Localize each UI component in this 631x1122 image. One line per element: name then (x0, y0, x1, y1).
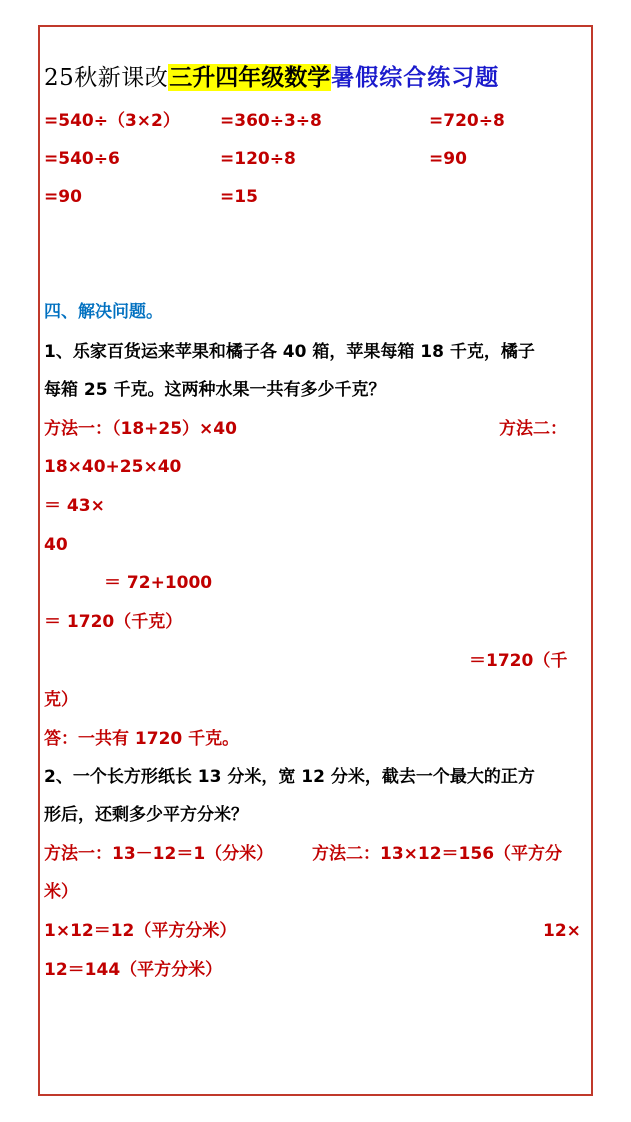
q2-text-line2: 形后，还剩多少平方分米？ (44, 805, 248, 825)
q2-method2: 方法二：13×12＝156（平方分 (312, 844, 563, 864)
q1-step-line: ＝1720（千 (469, 651, 568, 671)
q1-step-line: 40 (44, 535, 68, 555)
q2-step-line: 米） (44, 882, 78, 902)
q1-method2-label: 方法二： (499, 419, 567, 439)
q2-step-line: 12＝144（平方分米） (44, 960, 223, 980)
calc-r2c2: =120÷8 (220, 149, 296, 169)
q2-method1: 方法一：13－12＝1（分米） (44, 844, 274, 864)
q2-step-line: 1×12＝12（平方分米） (44, 921, 237, 941)
section-heading: 四、解决问题。 (44, 302, 163, 322)
q2-step-line: 12× (543, 921, 581, 941)
calc-r1c2: =360÷3÷8 (220, 111, 322, 131)
q2-text-line1: 2、一个长方形纸长 13 分米，宽 12 分米，截去一个最大的正方 (44, 767, 535, 787)
calc-r1c1: =540÷（3×2） (44, 111, 180, 131)
q1-method1: 方法一：（18+25）×40 (44, 419, 237, 439)
calc-r2c3: =90 (429, 149, 467, 169)
calc-r3c1: =90 (44, 187, 82, 207)
q1-step-line: ＝ 1720（千克） (44, 612, 183, 632)
title-highlight: 三升四年级数学 (169, 64, 331, 91)
q1-text-line1: 1、乐家百货运来苹果和橘子各 40 箱，苹果每箱 18 千克，橘子 (44, 342, 535, 362)
q1-step-line: ＝ 43× (44, 496, 105, 516)
calc-r2c1: =540÷6 (44, 149, 120, 169)
calc-r3c2: =15 (220, 187, 258, 207)
q1-step-line: ＝ 72+1000 (104, 573, 213, 593)
page-title (44, 60, 499, 96)
q1-answer: 答：一共有 1720 千克。 (44, 729, 240, 749)
calc-r1c3: =720÷8 (429, 111, 505, 131)
q1-text-line2: 每箱 25 千克。这两种水果一共有多少千克？ (44, 380, 386, 400)
title-prefix: 25秋新课改 (44, 65, 169, 91)
q1-step-line: 18×40+25×40 (44, 457, 182, 477)
q1-step-line: 克） (44, 690, 78, 710)
title-suffix: 暑假综合练习题 (331, 64, 500, 91)
